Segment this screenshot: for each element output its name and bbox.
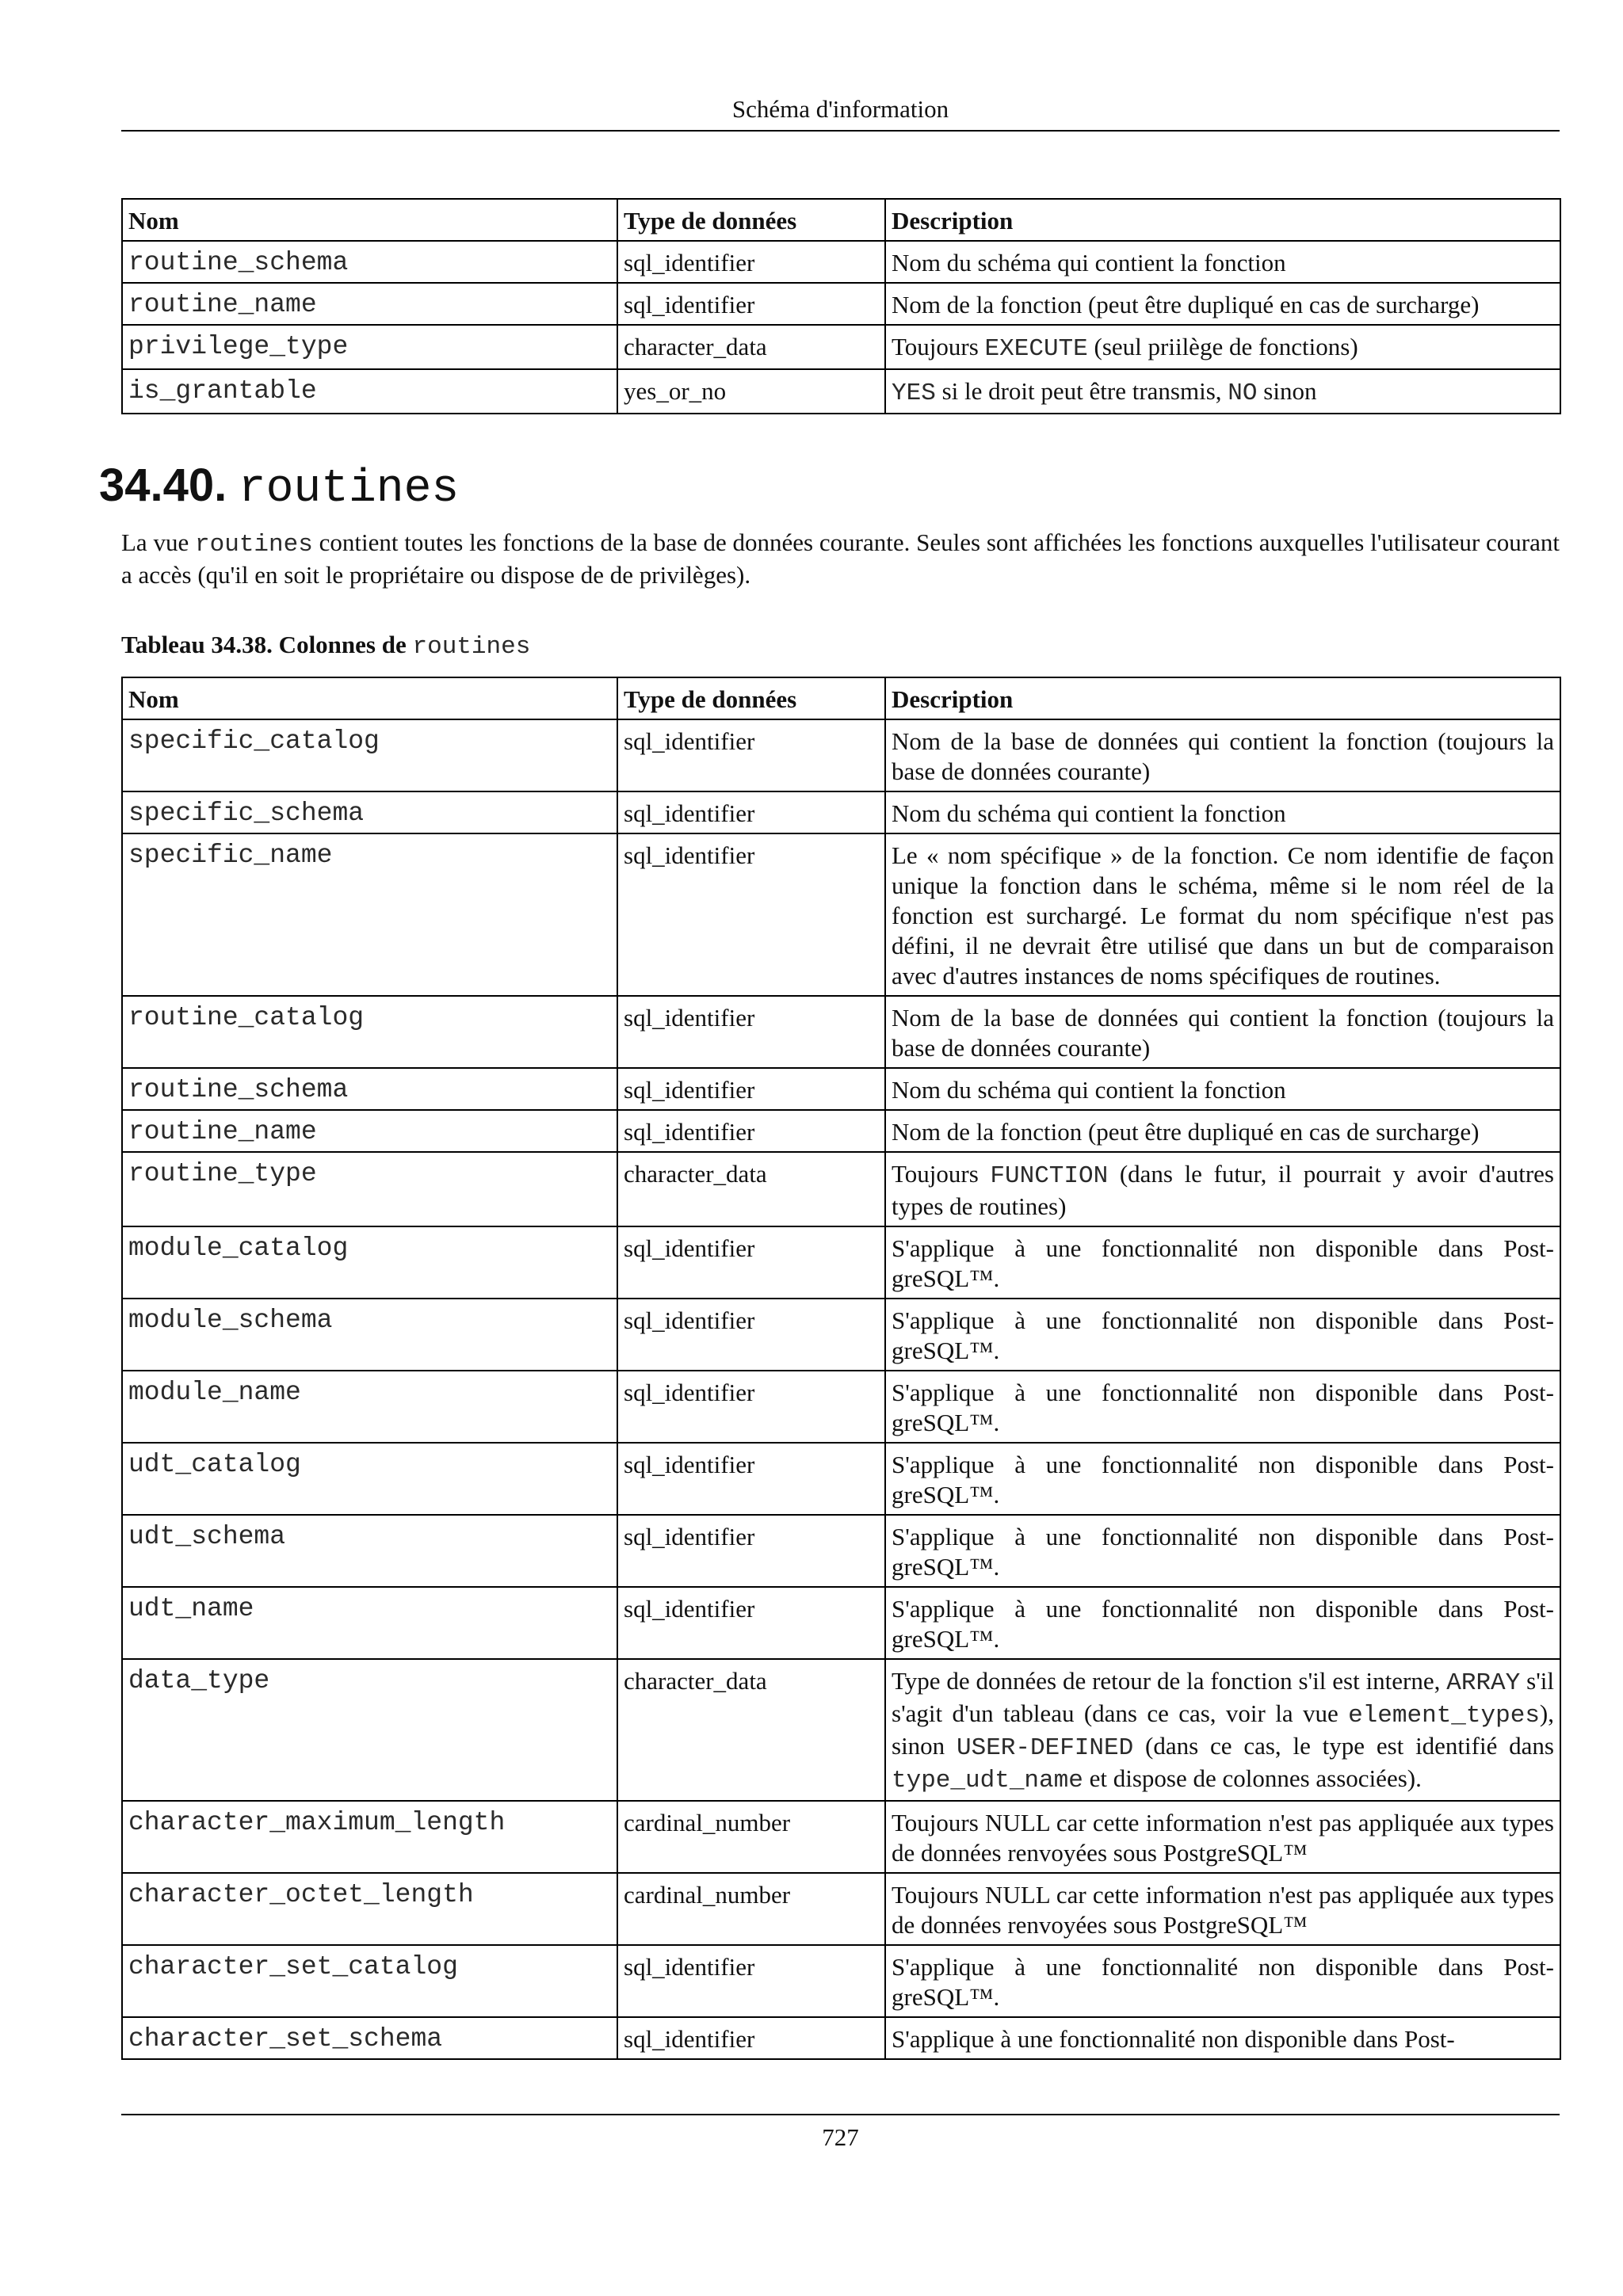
text-run: S'applique à une fonctionnalité non disponible dans PostgreSQL™. (892, 1595, 1554, 1653)
table-caption (121, 630, 530, 662)
table-routines-columns (121, 677, 1561, 2060)
table-row (122, 1587, 1560, 1659)
table-row (122, 1945, 1560, 2017)
cell-type: character_data (617, 1659, 885, 1801)
cell-type: sql_identifier (617, 1299, 885, 1371)
table-row (122, 1873, 1560, 1945)
cell-name: specific_schema (122, 791, 617, 833)
cell-name: module_schema (122, 1299, 617, 1371)
cell-name: routine_catalog (122, 996, 617, 1068)
cell-description (885, 1152, 1560, 1226)
text-run: s'il s'agit d'un tableau (dans ce cas, voir la vue (892, 1667, 1555, 1727)
column-header-description: Description (885, 199, 1560, 241)
cell-type: sql_identifier (617, 1068, 885, 1110)
table-row (122, 283, 1560, 325)
text-run: Le « nom spécifique » de la fonction. Ce nom identifie de façon unique la fonction dans le schéma, même si le nom réel de la fonction est surchargé. Le format du nom spécifique n'est pas défini, il ne devrait être utilisé que dans un but de comparaison avec d'autres instances de noms spécifiques de routines. (892, 841, 1554, 990)
table-row (122, 1371, 1560, 1443)
cell-name: character_set_catalog (122, 1945, 617, 2017)
text-run: S'applique à une fonctionnalité non disponible dans PostgreSQL™. (892, 1523, 1554, 1581)
cell-name: is_grantable (122, 369, 617, 414)
table-top-body (122, 241, 1560, 414)
table-header-row (122, 677, 1560, 719)
header-rule (121, 130, 1560, 132)
running-header: Schéma d'information (731, 95, 949, 123)
cell-name: module_catalog (122, 1226, 617, 1299)
inline-code: element_types (1348, 1702, 1540, 1730)
table-row (122, 1110, 1560, 1152)
text-run: Toujours NULL car cette information n'est pas appliquée aux types de données renvoyées sous PostgreSQL™ (892, 1881, 1554, 1939)
column-header-type: Type de données (617, 677, 885, 719)
inline-code: FUNCTION (990, 1162, 1109, 1190)
table-row (122, 1515, 1560, 1587)
table-row (122, 1659, 1560, 1801)
cell-description (885, 1801, 1560, 1873)
cell-description (885, 1110, 1560, 1152)
cell-description (885, 1226, 1560, 1299)
table-row (122, 1068, 1560, 1110)
cell-name: character_octet_length (122, 1873, 617, 1945)
cell-name: udt_name (122, 1587, 617, 1659)
cell-name: module_name (122, 1371, 617, 1443)
text-run: S'applique à une fonctionnalité non disponible dans PostgreSQL™. (892, 1306, 1554, 1364)
cell-type: sql_identifier (617, 1443, 885, 1515)
text-run: S'applique à une fonctionnalité non disponible dans PostgreSQL™. (892, 1451, 1554, 1508)
text-run: Nom du schéma qui contient la fonction (892, 1076, 1286, 1104)
cell-type: sql_identifier (617, 996, 885, 1068)
cell-description (885, 241, 1560, 283)
cell-name: character_set_schema (122, 2017, 617, 2059)
cell-description (885, 1659, 1560, 1801)
inline-code: type_udt_name (892, 1767, 1083, 1794)
cell-type: sql_identifier (617, 241, 885, 283)
cell-name: routine_type (122, 1152, 617, 1226)
cell-name: privilege_type (122, 325, 617, 369)
text-run: sinon (1257, 377, 1317, 405)
table-row (122, 2017, 1560, 2059)
cell-description (885, 1873, 1560, 1945)
cell-type: cardinal_number (617, 1873, 885, 1945)
cell-name: routine_name (122, 283, 617, 325)
text-run: Toujours NULL car cette information n'est pas appliquée aux types de données renvoyées sous PostgreSQL™ (892, 1809, 1554, 1867)
section-name: routines (238, 463, 460, 515)
text-run: (seul priilège de fonctions) (1087, 333, 1358, 360)
cell-description (885, 1587, 1560, 1659)
table-row (122, 325, 1560, 369)
text-run: Nom du schéma qui contient la fonction (892, 799, 1286, 827)
column-header-nom: Nom (122, 677, 617, 719)
cell-type: character_data (617, 1152, 885, 1226)
page-number: 727 (822, 2123, 859, 2151)
column-header-type: Type de données (617, 199, 885, 241)
table-row (122, 791, 1560, 833)
text-run: Nom du schéma qui contient la fonction (892, 249, 1286, 277)
text-run: Nom de la fonction (peut être dupliqué en cas de surcharge) (892, 291, 1480, 318)
table-row (122, 1801, 1560, 1873)
inline-code: NO (1228, 379, 1258, 407)
cell-type: sql_identifier (617, 1515, 885, 1587)
column-header-description: Description (885, 677, 1560, 719)
cell-name: data_type (122, 1659, 617, 1801)
cell-name: specific_catalog (122, 719, 617, 791)
text-run: Toujours (892, 1160, 991, 1188)
table-row (122, 833, 1560, 996)
inline-code: EXECUTE (984, 335, 1088, 363)
inline-code: ARRAY (1446, 1669, 1521, 1697)
cell-type: yes_or_no (617, 369, 885, 414)
text-run: (dans ce cas, le type est identifié dans (1133, 1732, 1554, 1760)
text-run: S'applique à une fonctionnalité non disponible dans PostgreSQL™. (892, 1234, 1554, 1292)
inline-code: routines (195, 531, 313, 559)
table-row (122, 1226, 1560, 1299)
cell-type: sql_identifier (617, 1226, 885, 1299)
cell-description (885, 1515, 1560, 1587)
cell-description (885, 325, 1560, 369)
text-run: Nom de la fonction (peut être dupliqué en cas de surcharge) (892, 1118, 1480, 1146)
text-run: Nom de la base de données qui contient la fonction (toujours la base de données courante) (892, 1004, 1554, 1062)
cell-description (885, 1371, 1560, 1443)
table-top (121, 198, 1561, 414)
text-run: Nom de la base de données qui contient la fonction (toujours la base de données courante) (892, 727, 1554, 785)
cell-type: sql_identifier (617, 791, 885, 833)
table-row (122, 241, 1560, 283)
footer-rule (121, 2114, 1560, 2115)
cell-description (885, 1299, 1560, 1371)
cell-type: character_data (617, 325, 885, 369)
inline-code: USER-DEFINED (956, 1734, 1134, 1762)
cell-description (885, 369, 1560, 414)
cell-type: sql_identifier (617, 1945, 885, 2017)
text-run: S'applique à une fonctionnalité non disponible dans Post- (892, 2025, 1455, 2053)
cell-description (885, 719, 1560, 791)
text-run: (dans le futur, il pourrait y avoir d'autres types de routines) (892, 1160, 1554, 1220)
cell-description (885, 1443, 1560, 1515)
table-row (122, 1152, 1560, 1226)
text-run: Toujours (892, 333, 985, 360)
cell-description (885, 833, 1560, 996)
cell-type: sql_identifier (617, 1371, 885, 1443)
text-run: S'applique à une fonctionnalité non disponible dans PostgreSQL™. (892, 1379, 1554, 1436)
text-run: contient toutes les fonctions de la base de données courante. Seules sont affichées les fonctions auxquelles l'utilisateur courant a accès (qu'il en soit le propriétaire ou dispose de de privilèges). (121, 528, 1560, 589)
cell-description (885, 1945, 1560, 2017)
text-run: S'applique à une fonctionnalité non disponible dans PostgreSQL™. (892, 1953, 1554, 2011)
table-row (122, 719, 1560, 791)
cell-description (885, 996, 1560, 1068)
cell-description (885, 791, 1560, 833)
section-number: 34.40. (99, 460, 227, 511)
cell-name: udt_schema (122, 1515, 617, 1587)
table-main-body (122, 719, 1560, 2059)
text-run: ), sinon (892, 1699, 1554, 1760)
cell-type: sql_identifier (617, 2017, 885, 2059)
caption-code: routines (412, 633, 531, 661)
cell-name: routine_name (122, 1110, 617, 1152)
inline-code: YES (892, 379, 936, 407)
column-header-nom: Nom (122, 199, 617, 241)
text-run: et dispose de colonnes associées). (1083, 1764, 1422, 1792)
table-header-row (122, 199, 1560, 241)
cell-type: sql_identifier (617, 833, 885, 996)
intro-paragraph (121, 528, 1560, 590)
cell-name: character_maximum_length (122, 1801, 617, 1873)
cell-type: sql_identifier (617, 1587, 885, 1659)
table-row (122, 369, 1560, 414)
cell-type: cardinal_number (617, 1801, 885, 1873)
cell-name: routine_schema (122, 1068, 617, 1110)
cell-description (885, 2017, 1560, 2059)
cell-description (885, 283, 1560, 325)
table-row (122, 1443, 1560, 1515)
cell-type: sql_identifier (617, 1110, 885, 1152)
cell-name: specific_name (122, 833, 617, 996)
text-run: si le droit peut être transmis, (935, 377, 1228, 405)
text-run: La vue (121, 528, 196, 556)
cell-type: sql_identifier (617, 719, 885, 791)
cell-type: sql_identifier (617, 283, 885, 325)
table-row (122, 996, 1560, 1068)
caption-label: Tableau 34.38. Colonnes de (121, 631, 413, 658)
table-row (122, 1299, 1560, 1371)
cell-name: udt_catalog (122, 1443, 617, 1515)
cell-name: routine_schema (122, 241, 617, 283)
section-heading (99, 458, 459, 517)
cell-description (885, 1068, 1560, 1110)
text-run: Type de données de retour de la fonction s'il est interne, (892, 1667, 1447, 1695)
